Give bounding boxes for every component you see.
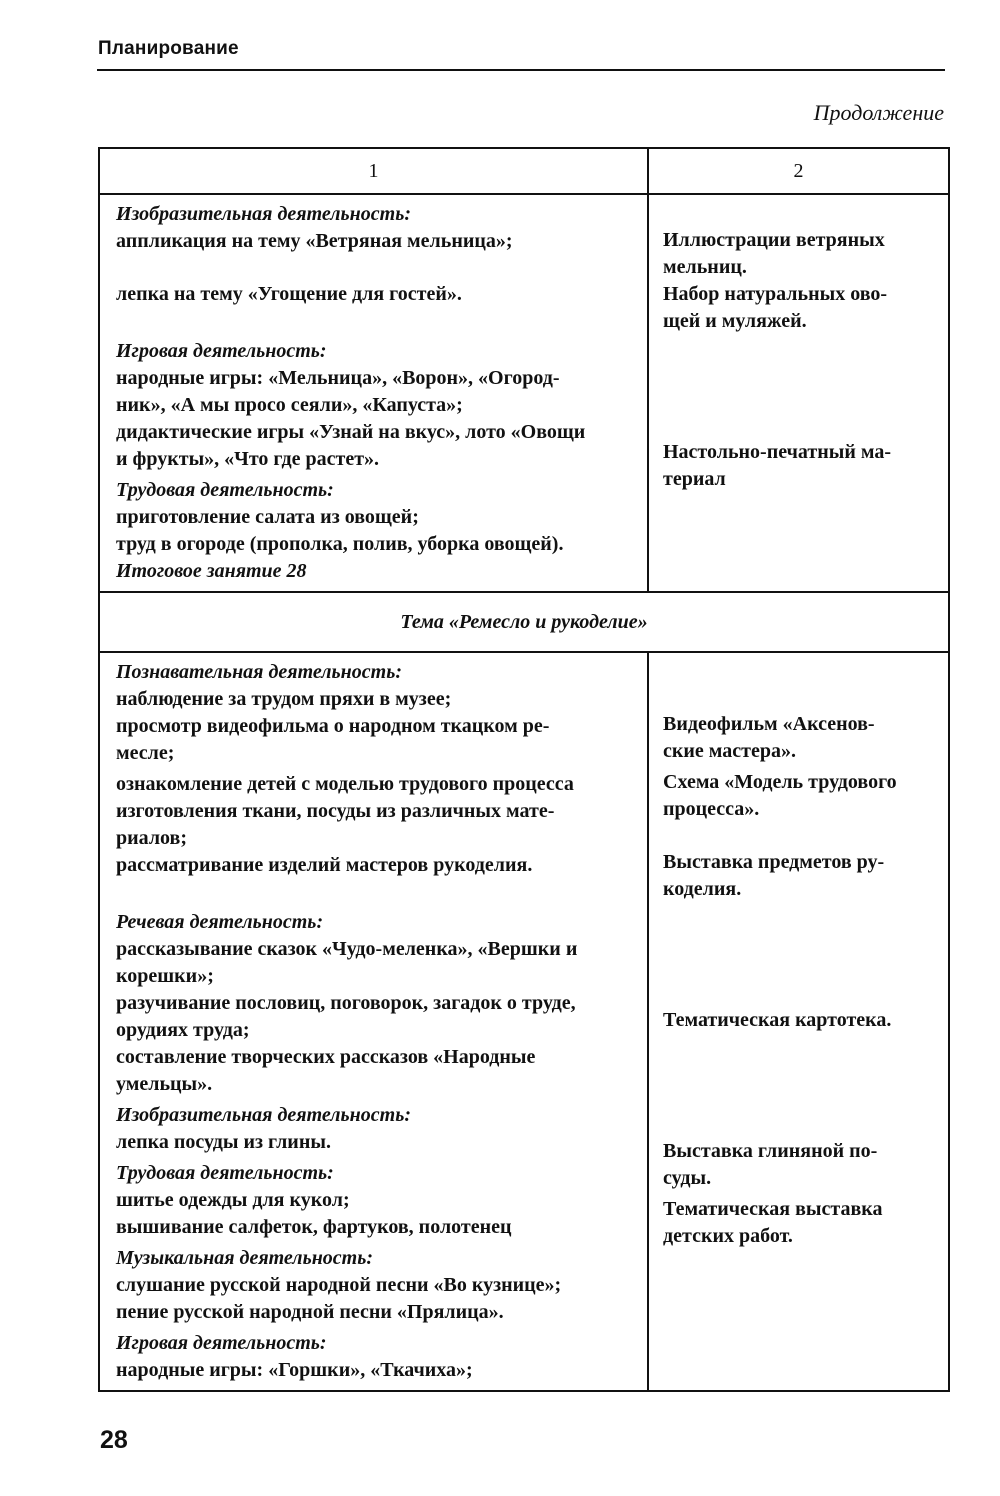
material-line: щей и муляжей.	[663, 310, 807, 332]
materials-cell	[648, 652, 949, 1391]
material-line: Настольно-печатный ма-	[663, 441, 892, 463]
activity-heading: Речевая деятельность:	[116, 911, 324, 933]
material-line: Тематическая выставка	[663, 1198, 883, 1220]
activity-line: корешки»;	[116, 965, 214, 987]
running-head: Планирование	[98, 38, 239, 59]
activity-line: изготовления ткани, посуды из различных мате-	[116, 800, 555, 822]
activity-line: и фрукты», «Что где растет».	[116, 448, 380, 470]
material-line: детских работ.	[663, 1225, 793, 1247]
material-line: Видеофильм «Аксенов-	[663, 713, 875, 735]
activity-line: ник», «А мы просо сеяли», «Капуста»;	[116, 394, 463, 416]
activities-cell	[99, 194, 648, 592]
material-line: Схема «Модель трудового	[663, 771, 897, 793]
activity-line: лепка посуды из глины.	[116, 1131, 331, 1153]
activity-line: разучивание пословиц, поговорок, загадок о труде,	[116, 992, 576, 1014]
material-line: Тематическая картотека.	[663, 1009, 892, 1031]
activity-heading: Игровая деятельность:	[116, 340, 327, 362]
header-row	[99, 148, 949, 194]
activity-line: наблюдение за трудом пряхи в музее;	[116, 688, 452, 710]
material-line: мельниц.	[663, 256, 747, 278]
material-line: суды.	[663, 1167, 712, 1189]
activity-heading: Познавательная деятельность:	[116, 661, 402, 683]
material-line: ские мастера».	[663, 740, 796, 762]
activity-line: орудиях труда;	[116, 1019, 250, 1041]
activity-line: рассматривание изделий мастеров рукоделия.	[116, 854, 533, 876]
activity-line: составление творческих рассказов «Народные	[116, 1046, 536, 1068]
planning-table	[98, 147, 950, 1392]
page-number: 28	[100, 1426, 128, 1454]
activity-heading: Изобразительная деятельность:	[116, 1104, 411, 1126]
activity-line: просмотр видеофильма о народном ткацком ре-	[116, 715, 550, 737]
activities-cell	[99, 652, 648, 1391]
activity-line: приготовление салата из овощей;	[116, 506, 419, 528]
activity-line: умельцы».	[116, 1073, 213, 1095]
material-line: Набор натуральных ово-	[663, 283, 888, 305]
materials-cell	[648, 194, 949, 592]
theme-row	[99, 592, 949, 652]
table-row	[99, 194, 949, 592]
table-row	[99, 652, 949, 1391]
activity-heading: Трудовая деятельность:	[116, 1162, 334, 1184]
column-header-1: 1	[99, 148, 648, 194]
activity-heading: Музыкальная деятельность:	[116, 1247, 374, 1269]
activity-line: народные игры: «Горшки», «Ткачиха»;	[116, 1359, 473, 1381]
activity-line: вышивание салфеток, фартуков, полотенец	[116, 1216, 512, 1238]
activity-line: народные игры: «Мельница», «Ворон», «Огород-	[116, 367, 560, 389]
material-line: Выставка глиняной по-	[663, 1140, 878, 1162]
material-line: процесса».	[663, 798, 760, 820]
activity-line: пение русской народной песни «Прялица».	[116, 1301, 504, 1323]
header-rule	[97, 69, 945, 71]
material-line: Выставка предметов ру-	[663, 851, 885, 873]
activity-line: слушание русской народной песни «Во кузнице»;	[116, 1274, 562, 1296]
material-line: коделия.	[663, 878, 742, 900]
material-line: териал	[663, 468, 726, 490]
activity-line: лепка на тему «Угощение для гостей».	[116, 283, 462, 305]
activity-line: риалов;	[116, 827, 188, 849]
material-line: Иллюстрации ветряных	[663, 229, 885, 251]
theme-title: Тема «Ремесло и рукоделие»	[99, 592, 949, 652]
activity-heading: Трудовая деятельность:	[116, 479, 334, 501]
activity-line: дидактические игры «Узнай на вкус», лото «Овощи	[116, 421, 586, 443]
activity-line: месле;	[116, 742, 175, 764]
activity-heading: Изобразительная деятельность:	[116, 203, 411, 225]
activity-heading: Игровая деятельность:	[116, 1332, 327, 1354]
activity-line: ознакомление детей с моделью трудового процесса	[116, 773, 574, 795]
column-header-2: 2	[648, 148, 949, 194]
activity-line: шитье одежды для кукол;	[116, 1189, 350, 1211]
activity-line: аппликация на тему «Ветряная мельница»;	[116, 230, 513, 252]
activity-line: труд в огороде (прополка, полив, уборка овощей).	[116, 533, 564, 555]
activity-line: рассказывание сказок «Чудо-меленка», «Вершки и	[116, 938, 578, 960]
continuation-label: Продолжение	[813, 100, 944, 125]
final-lesson: Итоговое занятие 28	[116, 560, 307, 582]
